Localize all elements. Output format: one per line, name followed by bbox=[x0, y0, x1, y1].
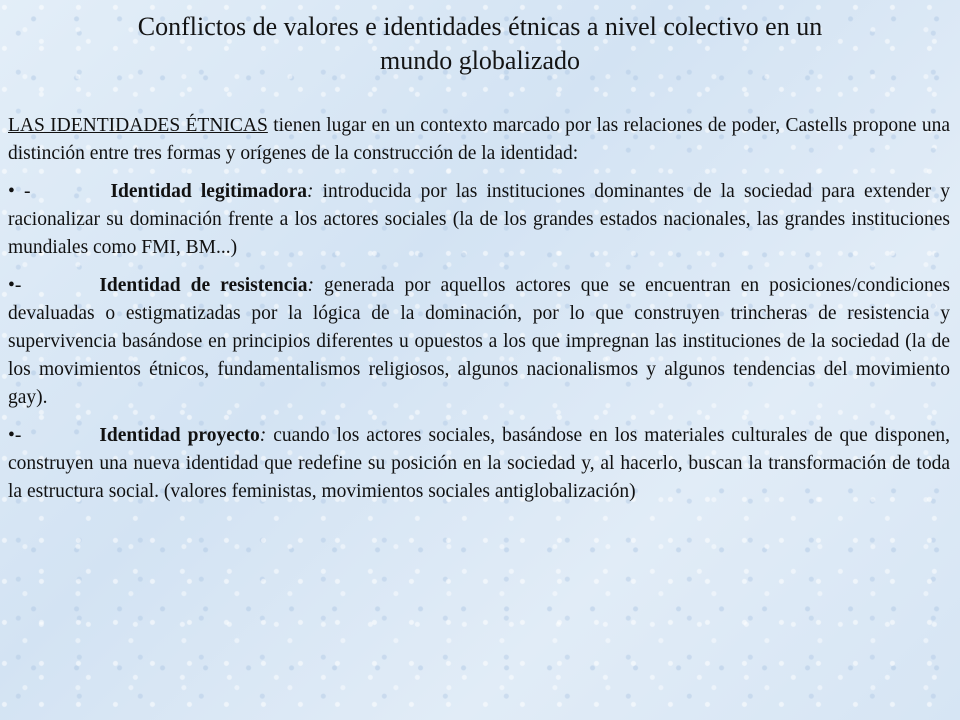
title-line-1: Conflictos de valores e identidades étnicas a nivel colectivo en un bbox=[137, 12, 823, 41]
item-term-colon: : bbox=[259, 425, 267, 446]
list-item-legitimadora bbox=[8, 178, 950, 262]
slide-title bbox=[40, 10, 920, 78]
item-text: cuando los actores sociales, basándose en los materiales culturales de que disponen, construyen una nueva identidad que redefine su posición en la sociedad y, al hacerlo, buscan la transformación de toda la estructura social. (valores feministas, movimientos sociales antiglobalización) bbox=[8, 425, 950, 502]
title-line-2: mundo globalizado bbox=[379, 46, 580, 75]
item-term-colon: : bbox=[307, 275, 315, 296]
list-item-proyecto bbox=[8, 422, 950, 506]
list-item-resistencia bbox=[8, 272, 950, 412]
item-term: Identidad proyecto bbox=[99, 425, 260, 446]
intro-text: tienen lugar en un contexto marcado por las relaciones de poder, Castells propone una distinción entre tres formas y orígenes de la construcción de la identidad: bbox=[8, 115, 951, 164]
item-term-colon: : bbox=[307, 181, 314, 202]
bullet-marker: • - bbox=[8, 181, 31, 202]
item-term: Identidad de resistencia bbox=[99, 275, 308, 296]
bullet-marker: •- bbox=[8, 425, 22, 446]
intro-paragraph bbox=[8, 112, 950, 168]
bullet-marker: •- bbox=[8, 275, 22, 296]
slide-body bbox=[8, 112, 950, 516]
item-text: generada por aquellos actores que se encuentran en posiciones/condiciones devaluadas o estigmatizadas por la lógica de la dominación, por lo que construyen trincheras de resistencia y supervivencia basándose en principios diferentes u opuestos a los que impregnan las instituciones de la sociedad (la de los movimientos étnicos, fundamentalismos religiosos, algunos nacionalismos y algunos tendencias del movimiento gay). bbox=[8, 275, 950, 408]
item-term: Identidad legitimadora bbox=[110, 181, 308, 202]
item-text: introducida por las instituciones dominantes de la sociedad para extender y racionalizar su dominación frente a los actores sociales (la de los grandes estados nacionales, las grandes instituciones mundiales como FMI, BM...) bbox=[8, 181, 950, 258]
intro-heading: LAS IDENTIDADES ÉTNICAS bbox=[8, 115, 268, 136]
